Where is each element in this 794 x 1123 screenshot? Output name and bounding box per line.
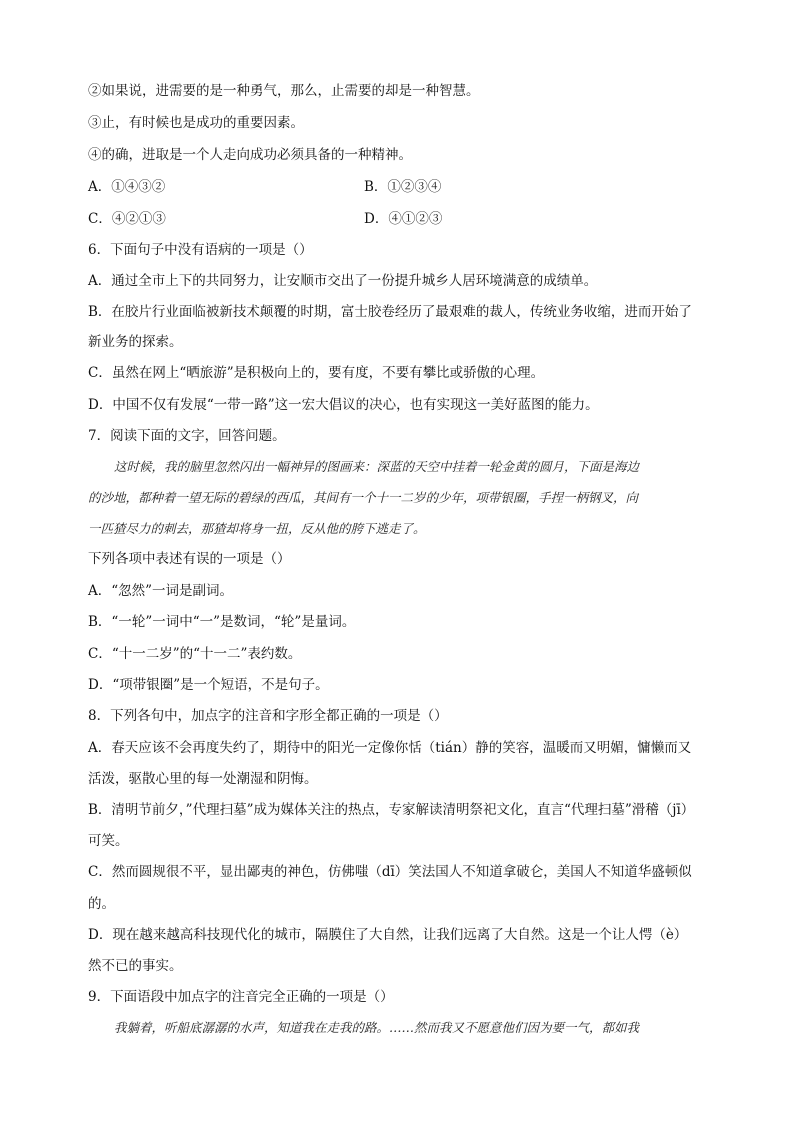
q5-option-d: D．④①②③ xyxy=(364,211,443,227)
q7-option-d: D．“项带银圈”是一个短语，不是句子。 xyxy=(88,677,329,693)
q9-stem: 9．下面语段中加点字的注音完全正确的一项是（） xyxy=(88,989,394,1005)
q6-option-b: B．在胶片行业面临被新技术颠覆的时期，富士胶卷经历了最艰难的裁人，传统业务收缩，进而开始了 xyxy=(88,304,692,320)
q6-option-c: C．虽然在网上“晒旅游”是积极向上的，要有度，不要有攀比或骄傲的心理。 xyxy=(88,365,545,381)
q7-option-b: B．“一轮”一词中“一”是数词，“轮”是量词。 xyxy=(88,614,356,630)
q6-option-a: A．通过全市上下的共同努力，让安顺市交出了一份提升城乡人居环境满意的成绩单。 xyxy=(88,273,598,289)
sentence-4: ④的确，进取是一个人走向成功必须具备的一种精神。 xyxy=(88,147,412,163)
q8-option-b-cont: 可笑。 xyxy=(88,833,129,849)
q8-option-a-cont: 活泼，驱散心里的每一处潮湿和阴悔。 xyxy=(88,771,318,787)
q6-option-d: D．中国不仅有发展“一带一路”这一宏大倡议的决心，也有实现这一美好蓝图的能力。 xyxy=(88,397,599,413)
q7-stem: 7．阅读下面的文字，回答问题。 xyxy=(88,428,286,444)
q8-option-c-cont: 的。 xyxy=(88,896,115,912)
sentence-2: ②如果说，进需要的是一种勇气，那么，止需要的却是一种智慧。 xyxy=(88,83,480,99)
q8-option-d-cont: 然不已的事实。 xyxy=(88,958,183,974)
q8-option-d: D．现在越来越高科技现代化的城市，隔膜住了大自然，让我们远离了大自然。这是一个让人愕（è） xyxy=(88,927,688,943)
sentence-3: ③止，有时候也是成功的重要因素。 xyxy=(88,115,304,131)
q6-option-b-cont: 新业务的探索。 xyxy=(88,334,183,350)
q7-option-a: A．“忽然”一词是副词。 xyxy=(88,583,234,599)
q8-option-a: A．春天应该不会再度失约了，期待中的阳光一定像你恬（tián）静的笑容，温暖而又明媚，慵懒而又 xyxy=(88,740,692,756)
q7-passage-line-1: 这时候，我的脑里忽然闪出一幅神异的图画来：深蓝的天空中挂着一轮金黄的圆月，下面是海边 xyxy=(114,459,640,474)
q8-option-c: C．然而圆规很不平，显出鄙夷的神色，仿佛嗤（dī）笑法国人不知道拿破仑，美国人不知道华盛顿似 xyxy=(88,864,692,880)
q8-stem: 8．下列各句中，加点字的注音和字形全都正确的一项是（） xyxy=(88,708,448,724)
q7-sub-stem: 下列各项中表述有误的一项是（） xyxy=(88,551,291,567)
q5-option-c: C．④②①③ xyxy=(88,211,166,227)
q9-passage-line-1: 我躺着，听船底潺潺的水声，知道我在走我的路。……然而我又不愿意他们因为要一气，都如我 xyxy=(114,1020,640,1035)
q5-option-b: B．①②③④ xyxy=(364,179,442,195)
q5-option-a: A．①④③② xyxy=(88,179,166,195)
q7-passage-line-2: 的沙地，都种着一望无际的碧绿的西瓜，其间有一个十一二岁的少年，项带银圈，手捏一柄钢叉，向 xyxy=(88,490,639,505)
q7-passage-line-3: 一匹猹尽力的刺去，那猹却将身一扭，反从他的胯下逃走了。 xyxy=(88,521,426,536)
q8-option-b: B．清明节前夕，”代理扫墓”成为媒体关注的热点，专家解读清明祭祀文化，直言“代理扫墓”滑稽（jī） xyxy=(88,802,695,818)
q7-option-c: C．“十一二岁”的“十一二”表约数。 xyxy=(88,646,302,662)
q6-stem: 6．下面句子中没有语病的一项是（） xyxy=(88,242,313,258)
